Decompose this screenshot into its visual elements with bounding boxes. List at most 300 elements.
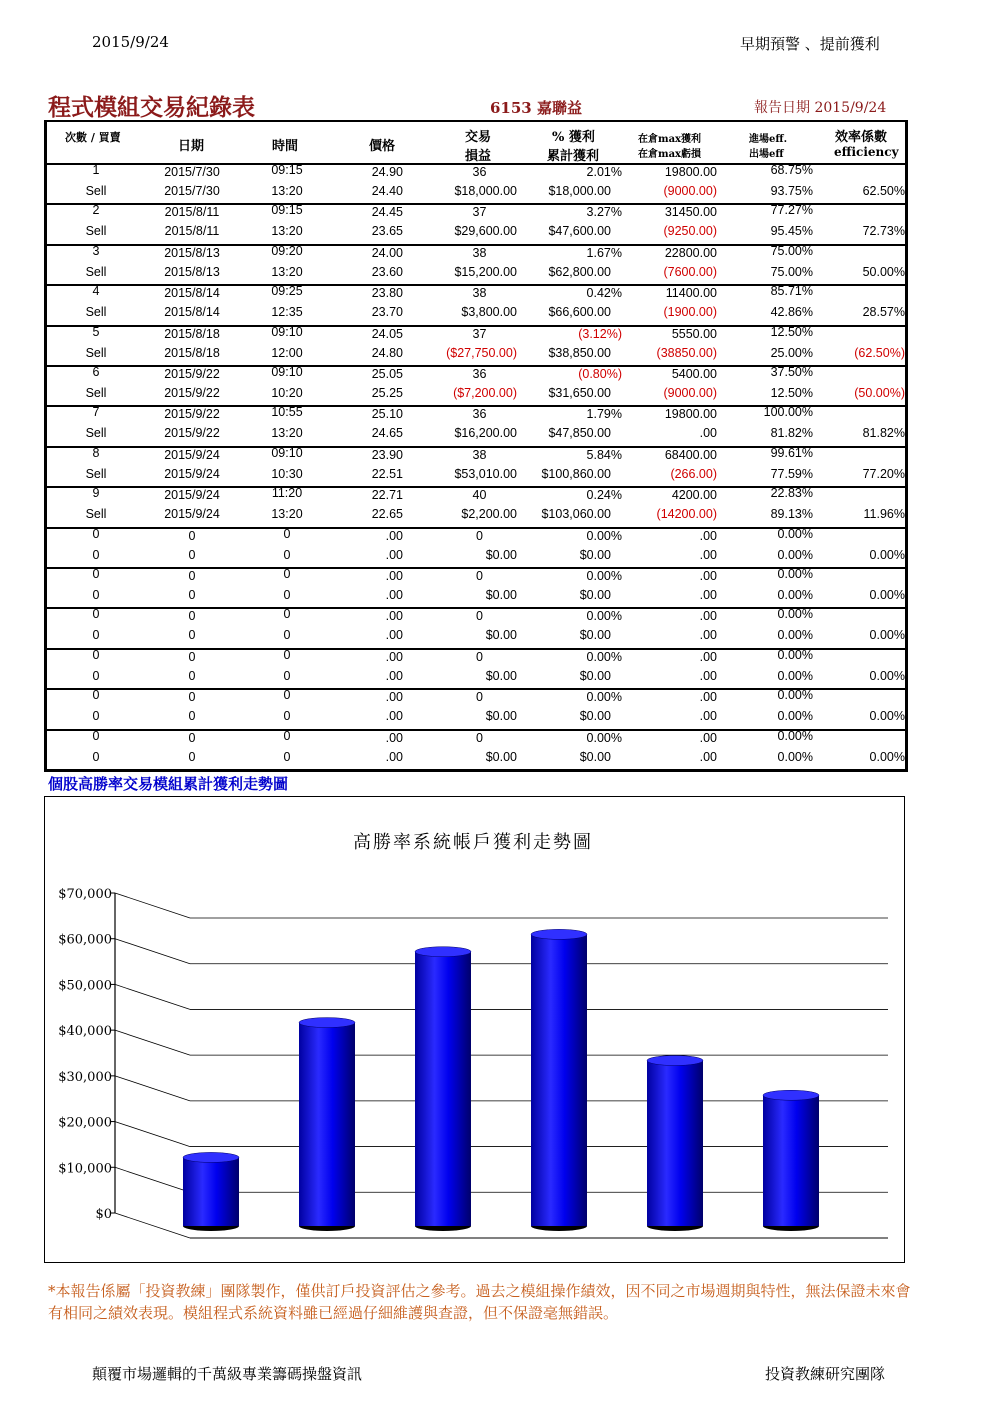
cell-pl: $2,200.00 [461, 507, 517, 522]
bar [647, 1056, 703, 1231]
cell-t1: 09:15 [271, 203, 303, 218]
cell-pct: 0.00% [586, 528, 622, 543]
cell-p1: 25.05 [371, 367, 403, 381]
cell-d2: 2015/7/30 [164, 184, 220, 198]
cell-d1: 2015/8/14 [164, 286, 220, 301]
header-exit-eff: 出場eff [749, 149, 784, 160]
cell-side: Sell [85, 386, 107, 400]
cell-side: Sell [85, 345, 107, 360]
cell-no: 0 [92, 647, 100, 662]
cell-maxl: (38850.00) [656, 345, 717, 360]
cell-d1: 2015/9/24 [164, 488, 220, 503]
table-row [47, 365, 905, 405]
cell-p1: 24.00 [371, 245, 403, 260]
cell-t1: 0 [283, 607, 291, 622]
cell-eout: 0.00% [777, 588, 813, 602]
cell-t2: 12:00 [271, 345, 303, 360]
header-trade-1: 交易 [465, 130, 492, 145]
cell-side: 0 [92, 547, 100, 562]
cell-eff: 0.00% [869, 709, 905, 724]
cell-eout: 0.00% [777, 709, 813, 724]
cell-p1: 24.05 [371, 326, 403, 341]
cell-d1: 0 [188, 690, 196, 705]
cell-maxp: .00 [699, 528, 717, 543]
cell-pct: 1.79% [586, 407, 622, 422]
cell-maxl: (9000.00) [663, 386, 717, 400]
cell-t1: 0 [283, 526, 291, 541]
cell-maxp: 19800.00 [664, 407, 717, 422]
cell-side: 0 [92, 628, 100, 643]
cell-qty: 37 [472, 205, 487, 220]
cell-p2: .00 [385, 668, 403, 683]
cell-maxl: (9000.00) [663, 184, 717, 198]
cell-side: Sell [85, 305, 107, 320]
cell-ein: 12.50% [770, 324, 813, 339]
cell-t1: 0 [283, 647, 291, 662]
cell-side: 0 [92, 668, 100, 683]
cell-ein: 68.75% [770, 163, 813, 177]
cell-maxp: .00 [699, 609, 717, 624]
cell-d2: 0 [188, 588, 196, 602]
cell-maxl: (14200.00) [656, 507, 717, 522]
chart-title: 高勝率系統帳戶獲利走勢圖 [353, 832, 593, 853]
cell-maxl: (1900.00) [663, 305, 717, 320]
cell-eff: 62.50% [862, 184, 905, 198]
cell-d1: 2015/9/24 [164, 447, 220, 462]
cell-p1: 25.10 [371, 407, 403, 422]
cell-eff: 0.00% [869, 628, 905, 643]
cell-ein: 0.00% [777, 688, 813, 703]
y-tick-label: $10,000 [58, 1161, 112, 1177]
cell-t1: 09:10 [271, 445, 303, 460]
cell-p1: 24.90 [371, 165, 403, 179]
cell-d1: 0 [188, 528, 196, 543]
cell-p2: 22.65 [371, 507, 403, 522]
cell-eff: 50.00% [862, 264, 905, 279]
y-tick-label: $50,000 [58, 978, 112, 994]
cell-pct: 0.00% [586, 690, 622, 705]
cell-pl: $0.00 [485, 668, 517, 683]
grid-diagonal [115, 1076, 190, 1101]
table-row [47, 688, 905, 728]
cell-qty: 0 [476, 569, 483, 583]
cell-cum: $47,850.00 [548, 426, 611, 441]
cell-t1: 0 [283, 728, 291, 743]
cell-side: 0 [92, 749, 100, 764]
header-pct-1: % 獲利 [552, 130, 595, 145]
table-row [47, 648, 905, 688]
cell-d1: 0 [188, 569, 196, 583]
cell-t2: 10:20 [271, 386, 303, 400]
table-row [47, 325, 905, 365]
cell-cum: $103,060.00 [541, 507, 611, 522]
cell-p2: 22.51 [371, 466, 403, 481]
cell-d1: 2015/9/22 [164, 407, 220, 422]
cell-cum: $0.00 [579, 547, 611, 562]
cell-p2: .00 [385, 588, 403, 602]
bar [415, 947, 471, 1231]
cell-maxp: .00 [699, 569, 717, 583]
cell-d1: 2015/8/11 [164, 205, 220, 220]
cell-no: 0 [92, 688, 100, 703]
cell-maxp: .00 [699, 690, 717, 705]
cell-p2: .00 [385, 547, 403, 562]
cell-ein: 0.00% [777, 607, 813, 622]
cell-side: Sell [85, 224, 107, 239]
cell-qty: 37 [472, 326, 487, 341]
cell-p1: .00 [385, 690, 403, 705]
stock-name: 6153 嘉聯益 [490, 99, 582, 117]
cell-ein: 85.71% [770, 284, 813, 299]
cell-p1: 23.80 [371, 286, 403, 301]
cell-pl: $0.00 [485, 709, 517, 724]
cell-d1: 2015/9/22 [164, 367, 220, 381]
footer-slogan: 顛覆市場邏輯的千萬級專業籌碼操盤資訊 [92, 1365, 363, 1383]
cell-d1: 2015/7/30 [164, 165, 220, 179]
header-trade-2: 損益 [465, 149, 492, 164]
grid-diagonal [115, 1167, 190, 1192]
cell-t2: 0 [283, 628, 291, 643]
cell-eff: 0.00% [869, 547, 905, 562]
cell-maxp: 5550.00 [671, 326, 717, 341]
y-tick-label: $0 [95, 1207, 112, 1222]
cell-ein: 100.00% [763, 405, 813, 420]
cell-qty: 0 [476, 528, 483, 543]
cell-p1: .00 [385, 730, 403, 745]
report-date-value: 2015/9/24 [814, 100, 887, 116]
cell-pl: $15,200.00 [454, 264, 517, 279]
cell-t2: 0 [283, 749, 291, 764]
cell-side: Sell [85, 507, 107, 522]
footer-team: 投資教練研究團隊 [765, 1365, 886, 1383]
grid-diagonal [115, 984, 190, 1009]
cell-no: 6 [92, 365, 100, 379]
table-row [47, 244, 905, 284]
cell-eout: 95.45% [770, 224, 813, 239]
cell-pct: 0.42% [586, 286, 622, 301]
cell-d2: 2015/8/11 [164, 224, 220, 239]
cell-t1: 0 [283, 688, 291, 703]
cell-qty: 38 [472, 447, 487, 462]
table-row [47, 486, 905, 526]
cell-eout: 77.59% [770, 466, 813, 481]
cell-t2: 0 [283, 547, 291, 562]
cell-maxl: (266.00) [670, 466, 717, 481]
cell-eout: 0.00% [777, 628, 813, 643]
cell-pct: 0.00% [586, 569, 622, 583]
cell-qty: 0 [476, 609, 483, 624]
header-price: 價格 [369, 139, 396, 154]
cell-no: 0 [92, 728, 100, 743]
cell-eout: 75.00% [770, 264, 813, 279]
cell-pct: 0.24% [586, 488, 622, 503]
cell-p1: .00 [385, 569, 403, 583]
cell-qty: 36 [472, 407, 487, 422]
cell-t2: 13:20 [271, 426, 303, 441]
disclaimer: *本報告係屬「投資教練」團隊製作，僅供訂戶投資評估之參考。過去之模組操作績效，因不同之市場週期與特性，無法保證未來會有相同之績效表現。模組程式系統資料雖已經過仔細維護與查證，但不保證毫無錯誤。 [48, 1282, 911, 1322]
table-row [47, 284, 905, 324]
cell-eff: 28.57% [862, 305, 905, 320]
cell-eff: 81.82% [862, 426, 905, 441]
cell-side: 0 [92, 709, 100, 724]
cell-cum: $47,600.00 [548, 224, 611, 239]
cell-t2: 13:20 [271, 507, 303, 522]
header-efficiency-en: efficiency [834, 145, 899, 159]
cell-qty: 38 [472, 245, 487, 260]
cell-side: 0 [92, 588, 100, 602]
cell-eff: 72.73% [862, 224, 905, 239]
cell-d2: 2015/9/22 [164, 426, 220, 441]
bar [763, 1090, 819, 1231]
cell-d2: 2015/8/13 [164, 264, 220, 279]
cell-cum: $18,000.00 [548, 184, 611, 198]
cell-qty: 0 [476, 690, 483, 705]
report-date [754, 97, 886, 117]
cell-qty: 0 [476, 649, 483, 664]
cell-cum: $66,600.00 [548, 305, 611, 320]
cell-eff: 0.00% [869, 749, 905, 764]
cell-qty: 36 [472, 367, 487, 381]
cell-no: 0 [92, 607, 100, 622]
cell-t2: 10:30 [271, 466, 303, 481]
table-row [47, 405, 905, 445]
cell-maxp: .00 [699, 730, 717, 745]
cell-t1: 09:10 [271, 324, 303, 339]
cell-maxl: .00 [699, 749, 717, 764]
table-row [47, 163, 905, 203]
cell-no: 9 [92, 486, 100, 501]
cell-maxp: 68400.00 [664, 447, 717, 462]
cell-maxl: .00 [699, 547, 717, 562]
cell-no: 7 [92, 405, 100, 420]
cell-pl: $0.00 [485, 547, 517, 562]
y-tick-label: $60,000 [58, 932, 112, 948]
cell-d2: 0 [188, 749, 196, 764]
cell-p2: 23.65 [371, 224, 403, 239]
cell-pct: 0.00% [586, 730, 622, 745]
cell-t1: 09:25 [271, 284, 303, 299]
header-date: 2015/9/24 [92, 33, 169, 51]
cell-p2: 24.40 [371, 184, 403, 198]
cell-pct: (0.80%) [578, 367, 622, 381]
grid-diagonal [115, 939, 190, 964]
cell-no: 4 [92, 284, 100, 299]
cell-d2: 2015/8/14 [164, 305, 220, 320]
cell-p2: 24.65 [371, 426, 403, 441]
cell-t1: 11:20 [271, 486, 303, 501]
cell-pl: $0.00 [485, 749, 517, 764]
cell-pl: ($27,750.00) [446, 345, 517, 360]
cell-ein: 0.00% [777, 647, 813, 662]
cell-t2: 0 [283, 588, 291, 602]
page-title: 程式模組交易紀錄表 [48, 94, 255, 121]
bar [299, 1018, 355, 1231]
table-row [47, 527, 905, 567]
cell-ein: 75.00% [770, 243, 813, 258]
cell-d1: 0 [188, 649, 196, 664]
cell-cum: $100,860.00 [541, 466, 611, 481]
cell-ein: 77.27% [770, 203, 813, 218]
cell-cum: $0.00 [579, 588, 611, 602]
cell-d2: 2015/9/24 [164, 507, 220, 522]
cell-p2: .00 [385, 749, 403, 764]
cell-pl: $53,010.00 [454, 466, 517, 481]
cell-t1: 10:55 [271, 405, 303, 420]
header-entry-eff: 進場eff. [749, 134, 788, 145]
cell-t2: 13:20 [271, 264, 303, 279]
header-pct-2: 累計獲利 [547, 149, 600, 164]
cell-maxl: .00 [699, 709, 717, 724]
cell-qty: 40 [472, 488, 487, 503]
cell-t1: 09:15 [271, 163, 303, 177]
cell-cum: $31,650.00 [548, 386, 611, 400]
cell-t2: 13:20 [271, 224, 303, 239]
cell-eff: 11.96% [863, 507, 905, 522]
cell-pct: 1.67% [586, 245, 622, 260]
cell-maxp: 11400.00 [665, 286, 717, 301]
cell-eout: 0.00% [777, 547, 813, 562]
cell-p2: 25.25 [371, 386, 403, 400]
header-count: 次數 / 買賣 [65, 131, 121, 144]
cell-maxl: (9250.00) [663, 224, 717, 239]
cell-ein: 0.00% [777, 567, 813, 581]
cell-pl: $18,000.00 [454, 184, 517, 198]
cell-side: Sell [85, 466, 107, 481]
cell-qty: 38 [472, 286, 487, 301]
cell-maxp: 31450.00 [664, 205, 717, 220]
cell-p2: 24.80 [371, 345, 403, 360]
profit-chart-svg [45, 797, 904, 1262]
cell-pl: $3,800.00 [461, 305, 517, 320]
cell-side: Sell [85, 426, 107, 441]
cell-d2: 0 [188, 628, 196, 643]
cell-eout: 93.75% [770, 184, 813, 198]
cell-maxp: 22800.00 [664, 245, 717, 260]
cell-eff: (62.50%) [854, 345, 905, 360]
cell-cum: $38,850.00 [548, 345, 611, 360]
cell-ein: 37.50% [770, 365, 813, 379]
cell-pl: $0.00 [485, 628, 517, 643]
chart-section-label: 個股高勝率交易模組累計獲利走勢圖 [48, 775, 289, 793]
cell-cum: $0.00 [579, 709, 611, 724]
cell-d2: 2015/8/18 [164, 345, 220, 360]
cell-ein: 99.61% [770, 445, 813, 460]
cell-p2: 23.60 [371, 264, 403, 279]
cell-no: 0 [92, 567, 100, 581]
cell-cum: $62,800.00 [548, 264, 611, 279]
profit-chart [44, 796, 905, 1263]
cell-no: 5 [92, 324, 100, 339]
cell-pl: $29,600.00 [454, 224, 517, 239]
cell-no: 8 [92, 445, 100, 460]
table-row [47, 729, 905, 769]
cell-maxp: .00 [699, 649, 717, 664]
grid-diagonal [115, 1122, 190, 1147]
cell-eout: 0.00% [777, 668, 813, 683]
cell-t2: 13:20 [271, 184, 303, 198]
cell-eff: 0.00% [869, 588, 905, 602]
cell-maxp: 19800.00 [664, 165, 717, 179]
cell-p1: 22.71 [371, 488, 403, 503]
cell-d1: 0 [188, 609, 196, 624]
cell-p1: .00 [385, 609, 403, 624]
table-row [47, 567, 905, 607]
cell-pl: $16,200.00 [454, 426, 517, 441]
cell-d2: 0 [188, 709, 196, 724]
cell-maxp: 5400.00 [671, 367, 717, 381]
header-slogan: 早期預警 、提前獲利 [740, 35, 880, 53]
cell-p2: .00 [385, 709, 403, 724]
cell-p1: 24.45 [371, 205, 403, 220]
bar [183, 1152, 239, 1231]
cell-d1: 2015/8/18 [164, 326, 220, 341]
cell-eff: (50.00%) [854, 386, 905, 400]
cell-side: Sell [85, 184, 107, 198]
grid-diagonal [115, 1213, 190, 1238]
cell-no: 3 [92, 243, 100, 258]
cell-pct: 2.01% [586, 165, 622, 179]
cell-eout: 81.82% [770, 426, 813, 441]
cell-qty: 0 [476, 730, 483, 745]
grid-diagonal [115, 1030, 190, 1055]
table-row [47, 446, 905, 486]
cell-p1: 23.90 [371, 447, 403, 462]
cell-d1: 0 [188, 730, 196, 745]
cell-d2: 2015/9/22 [164, 386, 220, 400]
cell-cum: $0.00 [579, 749, 611, 764]
cell-p2: .00 [385, 628, 403, 643]
cell-t1: 0 [283, 567, 291, 581]
cell-d2: 2015/9/24 [164, 466, 220, 481]
header-time: 時間 [272, 139, 299, 154]
cell-t1: 09:20 [271, 243, 303, 258]
cell-t1: 09:10 [271, 365, 303, 379]
grid-diagonal [115, 893, 190, 918]
y-tick-label: $30,000 [58, 1069, 112, 1085]
header-date: 日期 [178, 139, 205, 154]
cell-t2: 0 [283, 709, 291, 724]
cell-ein: 0.00% [777, 728, 813, 743]
header-max-profit: 在倉max獲利 [638, 134, 702, 145]
y-tick-label: $40,000 [58, 1024, 112, 1040]
header-max-loss: 在倉max虧損 [638, 149, 702, 160]
cell-eff: 77.20% [862, 466, 905, 481]
cell-cum: $0.00 [579, 668, 611, 683]
cell-pct: (3.12%) [578, 326, 622, 341]
cell-pl: $0.00 [485, 588, 517, 602]
cell-maxl: .00 [699, 426, 717, 441]
cell-maxp: 4200.00 [671, 488, 717, 503]
y-tick-label: $20,000 [58, 1115, 112, 1131]
cell-qty: 36 [472, 165, 487, 179]
cell-p1: .00 [385, 528, 403, 543]
y-tick-label: $70,000 [58, 887, 112, 902]
cell-pct: 0.00% [586, 609, 622, 624]
trade-record-table [44, 120, 908, 772]
bar [531, 929, 587, 1231]
cell-p1: .00 [385, 649, 403, 664]
report-date-label: 報告日期 [754, 100, 810, 116]
cell-cum: $0.00 [579, 628, 611, 643]
cell-d2: 0 [188, 547, 196, 562]
cell-eff: 0.00% [869, 668, 905, 683]
cell-t2: 12:35 [271, 305, 303, 320]
cell-t2: 0 [283, 668, 291, 683]
cell-ein: 22.83% [770, 486, 813, 501]
table-row [47, 203, 905, 243]
cell-eout: 12.50% [770, 386, 813, 400]
cell-maxl: .00 [699, 588, 717, 602]
